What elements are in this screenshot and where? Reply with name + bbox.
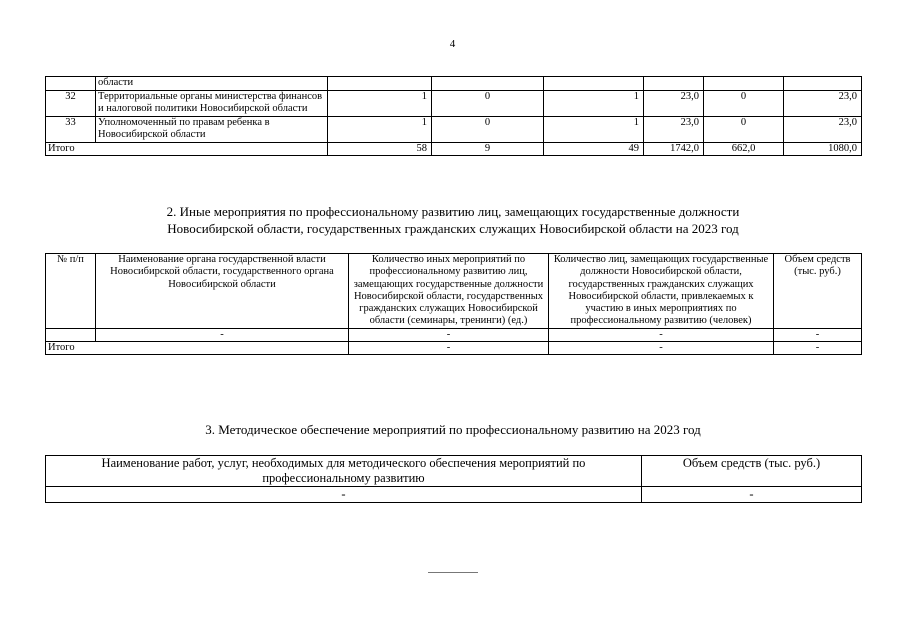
header-funds: Объем средств (тыс. руб.) (642, 456, 862, 487)
cell: - (96, 328, 349, 341)
cell: 662,0 (704, 142, 784, 156)
organ-name: Территориальные органы министерства финансов и налоговой политики Новосибирской области (96, 90, 328, 116)
total-row (46, 142, 862, 156)
cell: 0 (432, 90, 544, 116)
table-methodical-support (45, 455, 862, 503)
total-row (46, 342, 862, 355)
organ-name: области (96, 77, 328, 91)
section-3-heading: 3. Методическое обеспечение мероприятий по профессиональному развитию на 2023 год (205, 422, 701, 437)
header-events: Количество иных мероприятий по профессиональному развитию лиц, замещающих государственные должности Новосибирской области, государственных гражданских служащих Новосибирской области (семинары, тренинги) (ед.) (349, 254, 549, 329)
cell (432, 77, 544, 91)
heading-line: 2. Иные мероприятия по профессиональному развитию лиц, замещающих государственные должности (166, 204, 740, 219)
cell (644, 77, 704, 91)
page-number: 4 (449, 38, 456, 50)
table-other-events (45, 253, 862, 355)
total-label: Итого (46, 342, 349, 355)
header-organ: Наименование органа государственной власти Новосибирской области, государственного органа Новосибирской области (96, 254, 349, 329)
cell: 49 (544, 142, 644, 156)
table-row (46, 116, 862, 142)
cell: - (349, 328, 549, 341)
cell: - (549, 328, 774, 341)
table-row (46, 77, 862, 91)
cell: 23,0 (644, 116, 704, 142)
cell: 23,0 (784, 90, 862, 116)
header-row (46, 254, 862, 329)
cell: - (642, 487, 862, 503)
cell: - (349, 342, 549, 355)
cell: 1080,0 (784, 142, 862, 156)
cell (328, 77, 432, 91)
table-training-continuation (45, 76, 862, 156)
cell: 0 (704, 116, 784, 142)
organ-name: Уполномоченный по правам ребенка в Новосибирской области (96, 116, 328, 142)
heading-line: Новосибирской области, государственных гражданских служащих Новосибирской области на 2023 год (167, 221, 739, 236)
header-persons: Количество лиц, замещающих государственные должности Новосибирской области, государственных гражданских служащих Новосибирской области, привлекаемых к участию в иных мероприятиях по профессиональному развитию (человек) (549, 254, 774, 329)
cell: - (774, 328, 862, 341)
cell: 1 (544, 116, 644, 142)
cell: - (46, 487, 642, 503)
cell: 1742,0 (644, 142, 704, 156)
cell: 23,0 (644, 90, 704, 116)
cell: 58 (328, 142, 432, 156)
cell (544, 77, 644, 91)
cell (784, 77, 862, 91)
header-num: № п/п (46, 254, 96, 329)
cell: - (549, 342, 774, 355)
row-number: 32 (46, 90, 96, 116)
section-2-heading (45, 203, 861, 237)
cell: 1 (544, 90, 644, 116)
header-funds: Объем средств (тыс. руб.) (774, 254, 862, 329)
cell: 23,0 (784, 116, 862, 142)
cell: 0 (704, 90, 784, 116)
cell: 0 (432, 116, 544, 142)
cell: - (774, 342, 862, 355)
total-label: Итого (46, 142, 328, 156)
cell (46, 328, 96, 341)
cell (704, 77, 784, 91)
row-number (46, 77, 96, 91)
cell: 1 (328, 116, 432, 142)
cell: 1 (328, 90, 432, 116)
table-row (46, 328, 862, 341)
footer-divider (428, 572, 478, 573)
row-number: 33 (46, 116, 96, 142)
header-row (46, 456, 862, 487)
cell: 9 (432, 142, 544, 156)
header-works: Наименование работ, услуг, необходимых для методического обеспечения мероприятий по профессиональному развитию (46, 456, 642, 487)
table-row (46, 487, 862, 503)
table-row (46, 90, 862, 116)
